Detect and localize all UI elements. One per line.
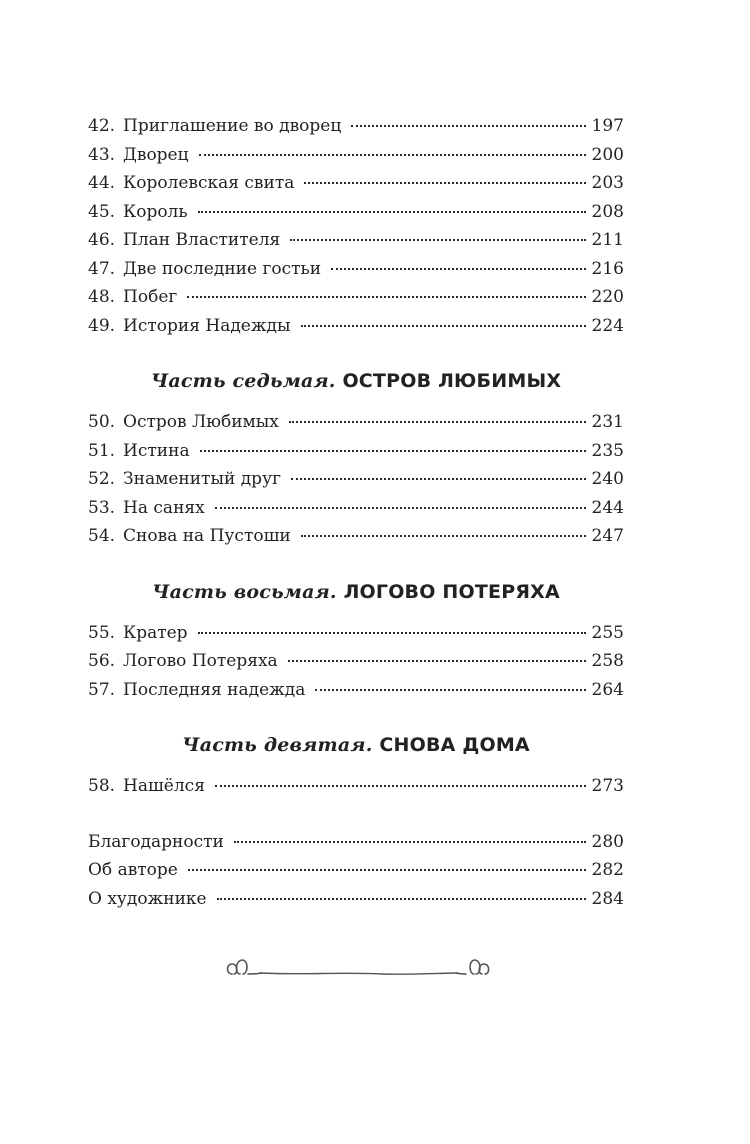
chapter-title: Истина [123, 440, 190, 461]
chapter-number: 47. [88, 258, 116, 279]
chapter-number: 56. [88, 651, 116, 671]
chapter-title: Дворец [123, 144, 189, 165]
page-number: 235 [591, 440, 624, 461]
toc-entry[interactable] [88, 255, 624, 284]
dot-leader [351, 125, 585, 127]
toc-entry[interactable] [88, 772, 624, 801]
dot-leader [289, 421, 586, 423]
chapter-title: Две последние гостьи [123, 258, 322, 279]
chapter-number: 54. [88, 526, 116, 546]
chapter-number: 57. [88, 679, 116, 700]
spacer [88, 704, 624, 730]
chapter-title: Король [123, 201, 188, 222]
toc-entry[interactable] [88, 856, 624, 885]
dot-leader [198, 632, 586, 634]
page-number: 197 [591, 116, 624, 136]
page-number: 284 [591, 888, 624, 909]
part-name: ЛОГОВО ПОТЕРЯХА [343, 580, 560, 603]
toc-entry[interactable] [88, 437, 624, 466]
chapter-number: 52. [88, 469, 116, 489]
chapter-title: На санях [123, 497, 205, 518]
section-title: О художнике [88, 888, 207, 909]
dot-leader [288, 660, 586, 662]
page-number: 280 [591, 831, 624, 852]
chapter-number: 48. [88, 287, 116, 307]
chapter-title: Логово Потеряха [123, 651, 278, 671]
part-name: СНОВА ДОМА [379, 734, 530, 756]
page-number: 216 [591, 258, 624, 279]
toc-entry[interactable] [88, 408, 624, 437]
part-prefix: Часть девятая. [182, 734, 373, 756]
dot-leader [215, 507, 586, 509]
chapter-number: 49. [88, 315, 116, 336]
chapter-title: План Властителя [123, 230, 281, 250]
page-number: 282 [591, 860, 624, 880]
part-heading [88, 730, 624, 760]
dot-leader [291, 478, 586, 480]
dot-leader [315, 689, 585, 691]
page-number: 273 [591, 776, 624, 796]
section-title: Благодарности [88, 831, 224, 852]
page-number: 244 [591, 497, 624, 518]
page-number: 240 [591, 469, 624, 489]
page-number: 247 [591, 526, 624, 546]
part-heading [88, 577, 624, 607]
dot-leader [304, 182, 585, 184]
dot-leader [200, 450, 586, 452]
page-number: 224 [591, 315, 624, 336]
toc-entry[interactable] [88, 828, 624, 857]
dot-leader [217, 898, 586, 900]
chapter-number: 58. [88, 776, 116, 796]
chapter-title: Приглашение во дворец [123, 116, 342, 136]
chapter-number: 46. [88, 230, 116, 250]
toc-entry[interactable] [88, 198, 624, 227]
page-number: 258 [591, 651, 624, 671]
chapter-title: Кратер [123, 622, 188, 643]
page-number: 200 [591, 144, 624, 165]
part-prefix: Часть восьмая. [152, 580, 337, 603]
spacer [88, 801, 624, 828]
dot-leader [215, 785, 586, 787]
toc-entry[interactable] [88, 465, 624, 494]
page-number: 211 [591, 230, 624, 250]
page-number: 255 [591, 622, 624, 643]
chapter-title: Остров Любимых [123, 412, 279, 432]
toc-entry[interactable] [88, 169, 624, 198]
toc-entry[interactable] [88, 676, 624, 705]
dot-leader [188, 869, 586, 871]
toc-entry[interactable] [88, 619, 624, 648]
chapter-title: Королевская свита [123, 173, 295, 193]
chapter-title: История Надежды [123, 315, 291, 336]
page-number: 203 [591, 173, 624, 193]
dot-leader [301, 325, 586, 327]
chapter-number: 50. [88, 412, 116, 432]
part-name: ОСТРОВ ЛЮБИМЫХ [342, 370, 562, 392]
dot-leader [187, 296, 585, 298]
toc-entry[interactable] [88, 494, 624, 523]
chapter-number: 51. [88, 440, 116, 461]
chapter-number: 55. [88, 622, 116, 643]
toc-entry[interactable] [88, 141, 624, 170]
table-of-contents [88, 112, 624, 913]
dot-leader [198, 211, 586, 213]
spacer [88, 340, 624, 366]
vine-divider-icon [222, 952, 492, 982]
page-number: 220 [591, 287, 624, 307]
chapter-number: 53. [88, 497, 116, 518]
spacer [88, 396, 624, 408]
toc-entry[interactable] [88, 522, 624, 551]
toc-entry[interactable] [88, 112, 624, 141]
page-number: 264 [591, 679, 624, 700]
chapter-title: Нашёлся [123, 776, 205, 796]
dot-leader [331, 268, 585, 270]
page-number: 231 [591, 412, 624, 432]
toc-entry[interactable] [88, 647, 624, 676]
chapter-number: 43. [88, 144, 116, 165]
chapter-number: 42. [88, 116, 116, 136]
dot-leader [290, 239, 585, 241]
page-number: 208 [591, 201, 624, 222]
toc-entry[interactable] [88, 283, 624, 312]
chapter-title: Последняя надежда [123, 679, 306, 700]
part-heading [88, 366, 624, 396]
spacer [88, 551, 624, 577]
chapter-title: Знаменитый друг [123, 469, 281, 489]
spacer [88, 760, 624, 772]
part-prefix: Часть седьмая. [150, 370, 336, 392]
chapter-title: Снова на Пустоши [123, 526, 291, 546]
dot-leader [301, 535, 586, 537]
chapter-number: 45. [88, 201, 116, 222]
chapter-number: 44. [88, 173, 116, 193]
toc-entry[interactable] [88, 312, 624, 341]
chapter-title: Побег [123, 287, 178, 307]
toc-entry[interactable] [88, 226, 624, 255]
spacer [88, 607, 624, 619]
dot-leader [199, 154, 586, 156]
section-title: Об авторе [88, 860, 178, 880]
dot-leader [234, 841, 586, 843]
toc-entry[interactable] [88, 885, 624, 914]
